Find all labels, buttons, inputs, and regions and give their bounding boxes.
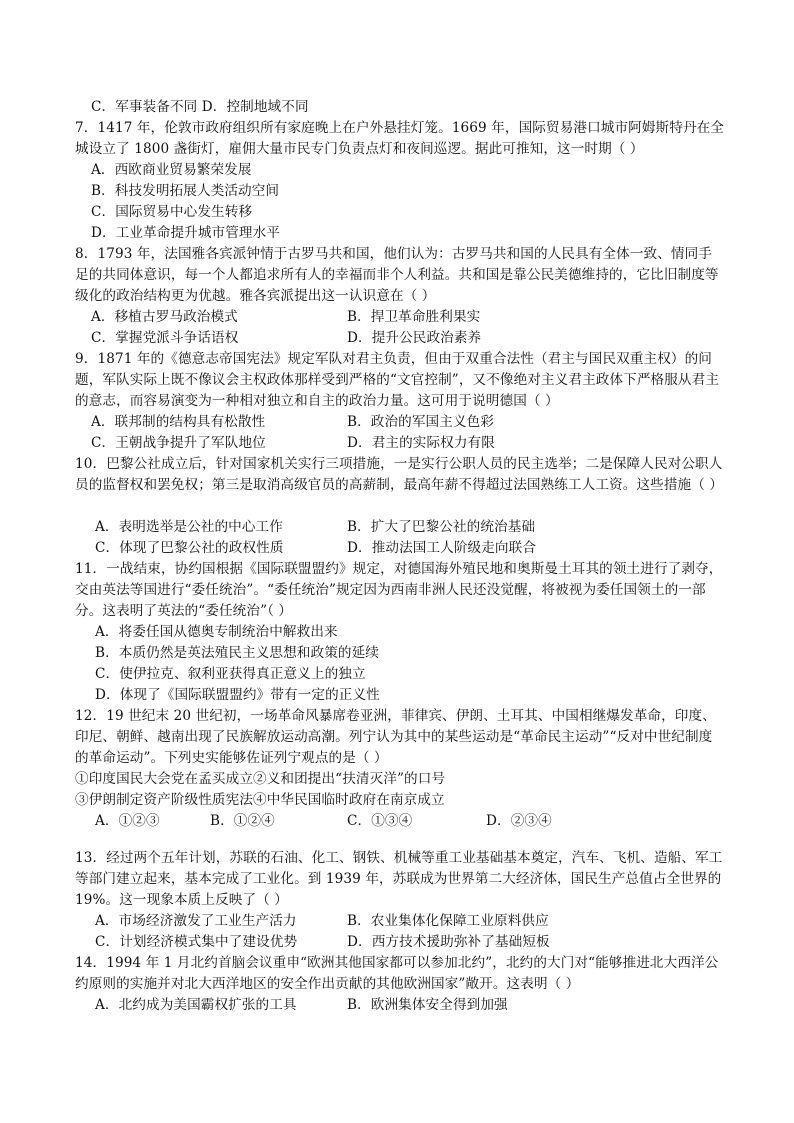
q12-option-c: C．①③④ — [347, 813, 413, 829]
q7-option-b: B．科技发明拓展人类活动空间 — [91, 183, 280, 199]
q10-stem: 10．巴黎公社成立后，针对国家机关实行三项措施，一是实行公职人员的民主选举；二是保障人民对公职人员的监督权和罢免权；第三是取消高级官员的高薪制，最高年薪不得超过法国熟练工人工资。这些措施（ ） — [75, 456, 724, 493]
q12-option-d: D．②③④ — [486, 813, 552, 829]
q8-option-d: D．提升公民政治素养 — [347, 330, 482, 346]
q9-option-c: C．王朝战争提升了军队地位 — [91, 435, 266, 451]
q12-items-line1: ①印度国民大会党在孟买成立②义和团提出“扶清灭洋”的口号 — [75, 771, 446, 787]
q10-option-a: A．表明选举是公社的中心工作 — [95, 519, 283, 535]
q8-option-c: C．掌握党派斗争话语权 — [91, 330, 239, 346]
q7-stem: 7．1417 年，伦敦市政府组织所有家庭晚上在户外悬挂灯笼。1669 年，国际贸易港口城市阿姆斯特丹在全城设立了 1800 盏街灯，雇佣大量市民专门负责点灯和夜间巡逻。据此可推知，这一时期（ ） — [75, 120, 725, 157]
q9-option-b: B．政治的军国主义色彩 — [347, 414, 495, 430]
q13-option-d: D．西方技术援助弥补了基础短板 — [347, 934, 550, 950]
q7-option-d: D．工业革命提升城市管理水平 — [91, 225, 281, 241]
q9-stem: 9．1871 年的《德意志帝国宪法》规定军队对君主负责，但由于双重合法性（君主与国民双重主权）的问题，军队实际上既不像议会主权政体那样受到严格的“文官控制”，又不像绝对主义君主政体下严格服从君主的意志，而容易演变为一种相对独立和自主的政治力量。这可用于说明德国（ ） — [75, 351, 720, 409]
q14-option-a: A．北约成为美国霸权扩张的工具 — [95, 997, 297, 1013]
q12-items-line2: ③伊朗制定资产阶级性质宪法④中华民国临时政府在南京成立 — [75, 792, 445, 808]
q14-option-b: B．欧洲集体安全得到加强 — [347, 997, 508, 1013]
q8-option-b: B．捍卫革命胜利果实 — [347, 309, 481, 325]
q11-option-b: B．本质仍然是英法殖民主义思想和政策的延续 — [95, 645, 379, 661]
q12-stem: 12．19 世纪末 20 世纪初，一场革命风暴席卷亚洲，菲律宾、伊朗、土耳其、中国相继爆发革命，印度、印尼、朝鲜、越南出现了民族解放运动高潮。列宁认为其中的某些运动是“革命民主运动”“反对中世纪制度的革命运动”。下列史实能够佐证列宁观点的是（ ） — [75, 708, 716, 766]
q8-option-a: A．移植古罗马政治模式 — [91, 309, 238, 325]
q11-option-d: D．体现了《国际联盟盟约》带有一定的正义性 — [95, 687, 380, 703]
q14-stem: 14．1994 年 1 月北约首脑会议重申“欧洲其他国家都可以参加北约”，北约的大门对“能够推进北大西洋公约原则的实施并对北大西洋地区的安全作出贡献的其他欧洲国家”敞开。这表明（ ） — [75, 955, 719, 992]
q11-stem: 11．一战结束，协约国根据《国际联盟盟约》规定，对德国海外殖民地和奥斯曼土耳其的领土进行了剥夺，交由英法等国进行“委任统治”。“委任统治”规定因为西南非洲人民还没觉醒，将被视为委任国领土的一部分。这表明了英法的“委任统治”（ ） — [75, 561, 723, 619]
q13-option-c: C．计划经济模式集中了建设优势 — [95, 934, 298, 950]
q9-option-d: D．君主的实际权力有限 — [347, 435, 495, 451]
q13-stem: 13．经过两个五年计划，苏联的石油、化工、钢铁、机械等重工业基础基本奠定，汽车、飞机、造船、军工等部门建立起来，基本完成了工业化。到 1939 年，苏联成为世界第二大经济体，国民生产总值占全世界的 19%。这一现象本质上反映了（ ） — [75, 850, 723, 908]
q12-option-a: A．①②③ — [95, 813, 160, 829]
q7-option-a: A．西欧商业贸易繁荣发展 — [91, 162, 252, 178]
q13-option-b: B．农业集体化保障工业原料供应 — [347, 913, 549, 929]
q12-option-b: B．①②④ — [210, 813, 275, 829]
q8-stem: 8．1793 年，法国雅各宾派钟情于古罗马共和国，他们认为：古罗马共和国的人民具有全体一致、情同手足的共同体意识，每一个人都追求所有人的幸福而非个人利益。共和国是靠公民美德维持的，它比旧制度等级化的政治结构更为优越。雅各宾派提出这一认识意在（ ） — [75, 246, 719, 304]
q11-option-a: A．将委任国从德奥专制统治中解救出来 — [95, 624, 338, 640]
q13-option-a: A．市场经济激发了工业生产活力 — [95, 913, 297, 929]
q6-options-cd: C．军事装备不同 D．控制地域不同 — [91, 99, 309, 115]
q9-option-a: A．联邦制的结构具有松散性 — [91, 414, 266, 430]
q10-option-c: C．体现了巴黎公社的政权性质 — [95, 540, 284, 556]
q10-option-d: D．推动法国工人阶级走向联合 — [347, 540, 537, 556]
q11-option-c: C．使伊拉克、叙利亚获得真正意义上的独立 — [95, 666, 366, 682]
q10-option-b: B．扩大了巴黎公社的统治基础 — [347, 519, 536, 535]
q7-option-c: C．国际贸易中心发生转移 — [91, 204, 253, 220]
